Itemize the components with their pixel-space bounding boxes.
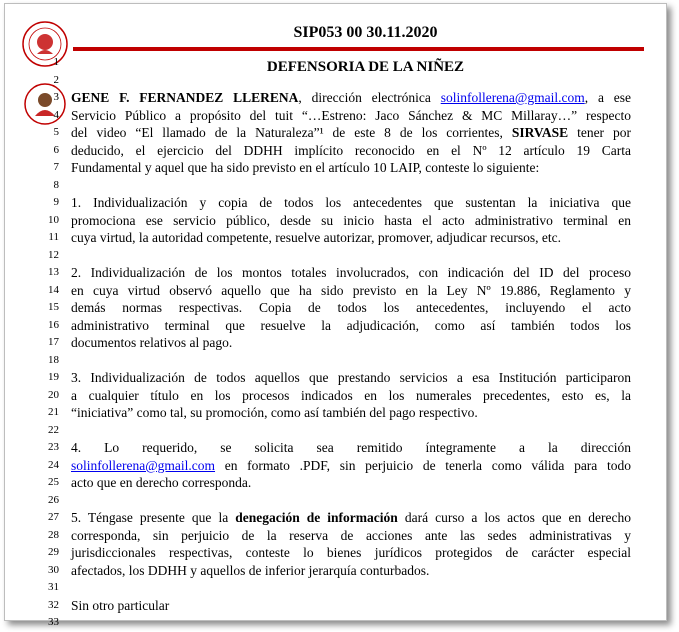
document-page — [4, 3, 667, 629]
paragraph-line: jurisdiccionales respectivas, conteste lo bienes jurídicos protegidos de carácter especial — [71, 545, 631, 561]
paragraph-bold: denegación de información — [235, 510, 398, 526]
intro-line: deducido, el ejercicio del DDHH implícito reconocido en el Nº 12 artículo 19 Carta — [71, 142, 631, 158]
paragraph-line: promociona ese servicio público, desde su inicio hasta el acto administrativo terminal en — [71, 212, 631, 228]
intro-bold: SIRVASE — [511, 125, 569, 141]
paragraph-line — [71, 509, 631, 527]
line-number: 24 — [48, 458, 59, 471]
paragraph-line: 2. Individualización de los montos totales involucrados, con indicación del ID del proceso — [71, 265, 631, 281]
paragraph-line: afectados, los DDHH y aquellos de inferior jerarquía conturbados. — [71, 562, 430, 578]
intro-text: tener por — [568, 125, 631, 141]
line-number: 20 — [48, 388, 59, 401]
email-link[interactable]: solinfollerena@gmail.com — [440, 90, 585, 105]
intro-text: , a ese — [584, 90, 631, 105]
document-recipient: DEFENSORIA DE LA NIÑEZ — [266, 59, 465, 75]
line-number: 29 — [48, 546, 59, 559]
line-number: 4 — [53, 108, 59, 121]
intro-line: Servicio Público a propósito del tuit “…Estreno: Jaco Sánchez & MC Millaray…” respecto — [71, 107, 631, 123]
closing-line: Sin otro particular — [71, 597, 170, 613]
line-number: 28 — [48, 528, 59, 541]
line-number: 11 — [48, 231, 59, 244]
line-number: 14 — [48, 283, 59, 296]
line-number: 27 — [48, 511, 59, 524]
paragraph-line: a cualquier título en los procesos indicados en los numerales precedentes, esto es, la — [71, 387, 631, 403]
intro-text: , dirección electrónica — [298, 90, 441, 105]
paragraph-line: en cuya virtud observó aquello que ha sido previsto en la Ley Nº 19.886, Reglamento y — [71, 282, 631, 298]
line-number: 23 — [48, 441, 59, 454]
paragraph-line: corresponda, sin perjuicio de la reserva de acciones ante las sedes administrativas y — [71, 527, 631, 543]
line-number: 32 — [48, 598, 59, 611]
line-number: 33 — [48, 616, 59, 629]
intro-line: Fundamental y aquel que ha sido previsto en el artículo 10 LAIP, conteste lo siguiente: — [71, 160, 540, 176]
line-number: 12 — [48, 248, 59, 261]
line-number: 2 — [53, 73, 59, 86]
email-link[interactable]: solinfollerena@gmail.com — [71, 457, 216, 473]
line-number: 25 — [48, 476, 59, 489]
line-number: 22 — [48, 423, 59, 436]
paragraph-line: demás normas respectivas. Copia de todos los antecedentes, incluyendo el acto — [71, 300, 631, 316]
line-number: 13 — [48, 266, 59, 279]
paragraph-text: en formato .PDF, sin perjuicio de tenerla como válida para todo — [215, 457, 631, 473]
paragraph-line: acto que en derecho corresponda. — [71, 475, 252, 491]
document-body — [71, 89, 631, 614]
paragraph-line: 4. Lo requerido, se solicita sea remitido íntegramente a la dirección — [71, 440, 631, 456]
paragraph-line: “iniciativa” como tal, su promoción, como así también del pago respectivo. — [71, 405, 478, 421]
line-number: 30 — [48, 563, 59, 576]
line-number: 10 — [48, 213, 59, 226]
paragraph-line: 3. Individualización de todos aquellos que prestando servicios a esa Institución participaron — [71, 370, 631, 386]
header-divider — [73, 47, 644, 51]
line-numbers-top — [35, 54, 59, 89]
line-number: 6 — [53, 143, 59, 156]
line-numbers — [35, 89, 59, 632]
line-number: 19 — [48, 371, 59, 384]
intro-line — [71, 89, 631, 107]
line-number: 9 — [53, 196, 59, 209]
document-code: SIP053 00 30.11.2020 — [293, 24, 438, 41]
paragraph-line: administrativo terminal que resuelve la adjudicación, como así también todos los — [71, 317, 631, 333]
line-number: 26 — [48, 493, 59, 506]
paragraph-line: cuya virtud, la autoridad competente, resuelve autorizar, promover, adjudicar recursos, etc. — [71, 230, 561, 246]
line-number: 21 — [48, 406, 59, 419]
paragraph-text: 5. Téngase presente que la — [71, 510, 236, 526]
line-number: 3 — [53, 91, 59, 103]
line-number: 16 — [48, 318, 59, 331]
line-number: 7 — [53, 161, 59, 174]
paragraph-line: 1. Individualización y copia de todos los antecedentes que sustentan la iniciativa que — [71, 195, 631, 211]
paragraph-line — [71, 457, 631, 475]
paragraph-text: dará curso a los actos que en derecho — [397, 510, 631, 526]
line-number: 17 — [48, 336, 59, 349]
line-number: 5 — [53, 126, 59, 139]
paragraph-line: documentos relativos al pago. — [71, 335, 233, 351]
intro-line — [71, 124, 631, 142]
line-number: 31 — [48, 581, 59, 594]
line-number: 18 — [48, 353, 59, 366]
line-number: 15 — [48, 301, 59, 314]
line-number: 1 — [53, 56, 59, 68]
intro-text: del video “El llamado de la Naturaleza”¹ de este 8 de los corrientes, — [71, 125, 512, 141]
line-number: 8 — [53, 178, 59, 191]
sender-name: GENE F. FERNANDEZ LLERENA — [71, 90, 299, 105]
